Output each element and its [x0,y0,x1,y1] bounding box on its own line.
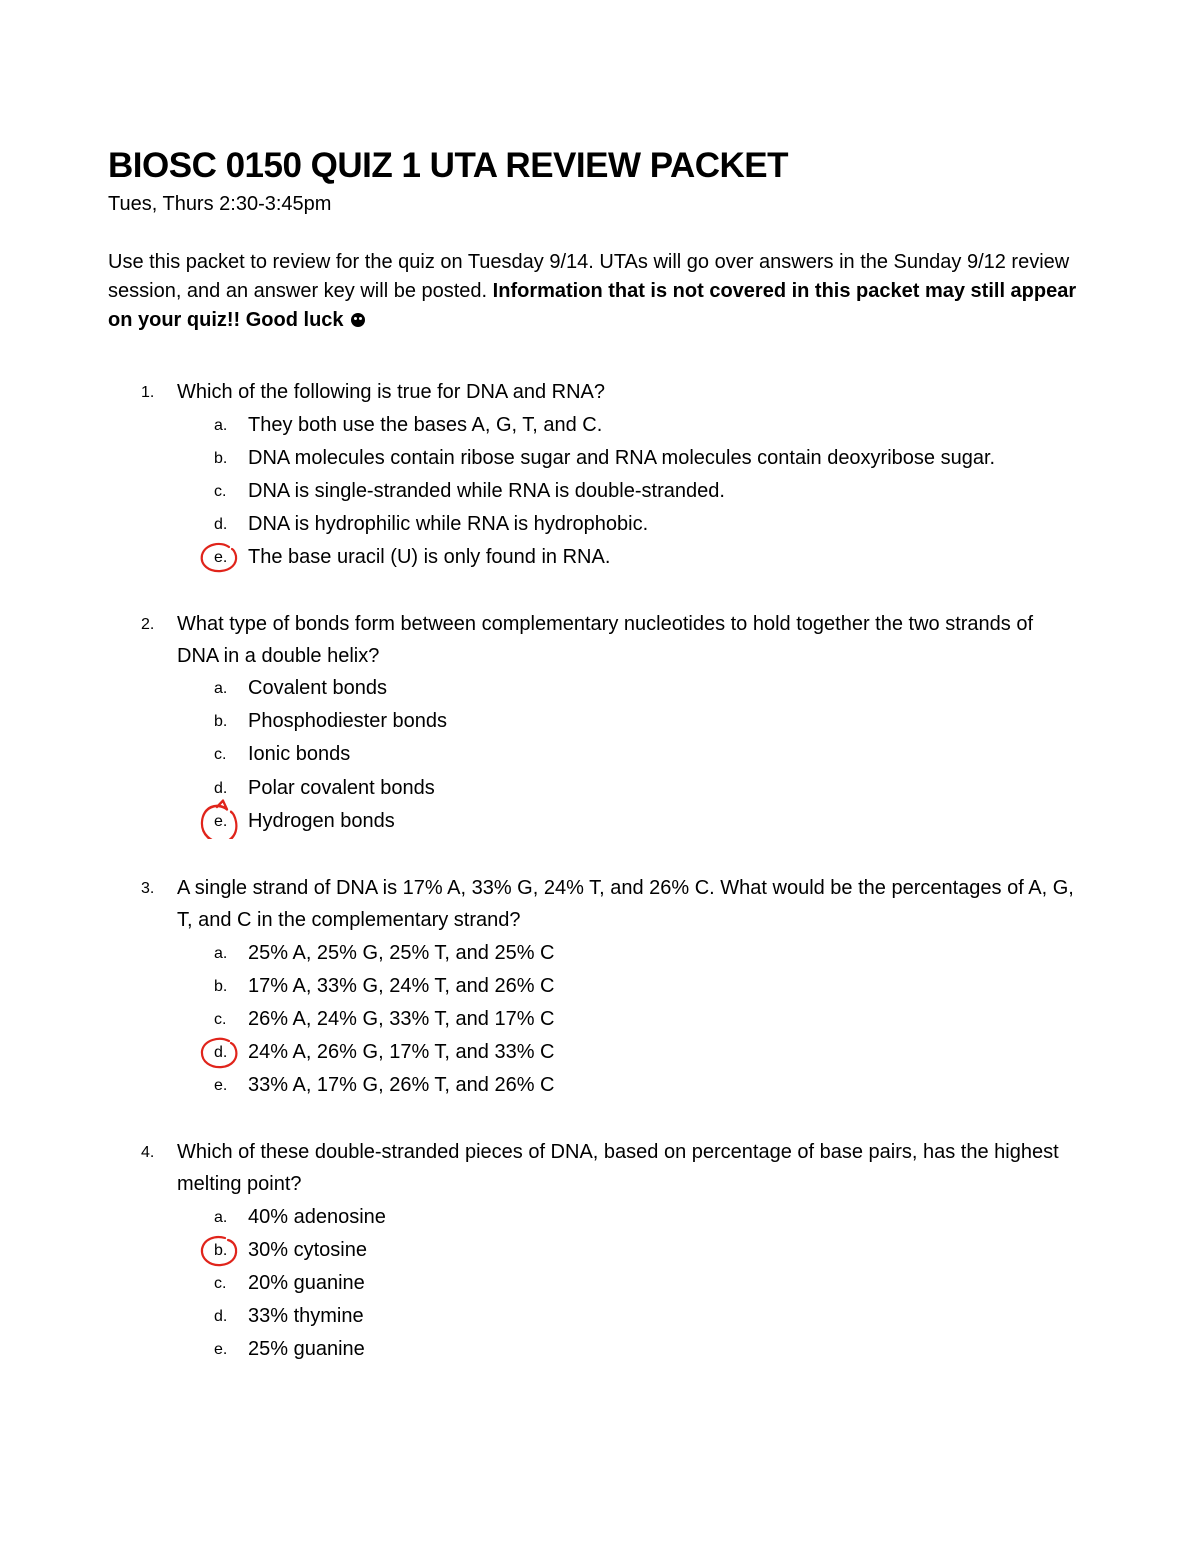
option-text: They both use the bases A, G, T, and C. [248,414,603,436]
smiley-icon [351,313,365,327]
option-b [0,705,1200,738]
question-text: Which of the following is true for DNA and RNA? [177,381,605,403]
option-text: Ionic bonds [248,743,351,765]
question-number: 1. [141,384,155,401]
option-d [0,1300,1200,1333]
option-letter: b. [214,1242,228,1259]
question-number: 3. [141,880,155,897]
option-c [0,475,1200,508]
option-letter: a. [214,945,228,962]
intro-text: Use this packet to review for the quiz on Tuesday 9/14. UTAs will go over answers in the Sunday 9/12 review session, and an answer key will be posted. [108,251,1070,302]
option-letter: e. [214,813,228,830]
option-b [0,970,1200,1003]
option-text: 20% guanine [248,1272,365,1294]
option-letter: c. [214,483,227,500]
option-letter: d. [214,780,228,797]
option-a [0,409,1200,442]
option-b [0,1234,1200,1267]
option-d [0,508,1200,541]
option-letter: e. [214,1341,228,1358]
option-letter: d. [214,1044,228,1061]
question-number: 4. [141,1144,155,1161]
option-text: 25% guanine [248,1338,365,1360]
option-text: 24% A, 26% G, 17% T, and 33% C [248,1041,555,1063]
option-d [0,772,1200,805]
option-d [0,1036,1200,1069]
intro-warning: Information that is not covered in this packet may still appear on your quiz!! Good luck [108,280,1077,331]
question-text: A single strand of DNA is 17% A, 33% G, 24% T, and 26% C. What would be the percentages of A, G, T, and C in the complementary strand? [177,877,1074,931]
option-text: Polar covalent bonds [248,777,435,799]
option-e [0,805,1200,838]
option-text: 17% A, 33% G, 24% T, and 26% C [248,975,555,997]
option-text: DNA is single-stranded while RNA is double-stranded. [248,480,725,502]
option-text: DNA molecules contain ribose sugar and RNA molecules contain deoxyribose sugar. [248,447,996,469]
question-text: What type of bonds form between complementary nucleotides to hold together the two strands of DNA in a double helix? [177,613,1034,667]
question-number: 2. [141,616,155,633]
option-letter: a. [214,1209,228,1226]
option-letter: c. [214,1275,227,1292]
option-text: 30% cytosine [248,1239,367,1261]
option-letter: d. [214,1308,228,1325]
option-c [0,738,1200,771]
option-letter: b. [214,978,228,995]
class-schedule: Tues, Thurs 2:30-3:45pm [108,193,332,215]
option-text: 25% A, 25% G, 25% T, and 25% C [248,942,555,964]
option-b [0,442,1200,475]
option-a [0,672,1200,705]
option-letter: e. [214,549,228,566]
option-e [0,1069,1200,1102]
option-letter: d. [214,516,228,533]
option-a [0,1201,1200,1234]
option-text: 33% thymine [248,1305,364,1327]
option-text: The base uracil (U) is only found in RNA. [248,546,611,568]
option-text: Phosphodiester bonds [248,710,448,732]
option-c [0,1003,1200,1036]
option-text: Hydrogen bonds [248,810,395,832]
option-a [0,937,1200,970]
option-text: Covalent bonds [248,677,387,699]
option-text: 40% adenosine [248,1206,386,1228]
option-text: 26% A, 24% G, 33% T, and 17% C [248,1008,555,1030]
option-e [0,1333,1200,1366]
intro-paragraph [108,248,1098,335]
option-letter: b. [214,713,228,730]
option-text: 33% A, 17% G, 26% T, and 26% C [248,1074,555,1096]
option-e [0,541,1200,574]
question-text: Which of these double-stranded pieces of DNA, based on percentage of base pairs, has the highest melting point? [177,1141,1059,1195]
option-letter: c. [214,1011,227,1028]
page-title: BIOSC 0150 QUIZ 1 UTA REVIEW PACKET [108,146,789,185]
option-letter: e. [214,1077,228,1094]
option-letter: c. [214,746,227,763]
option-c [0,1267,1200,1300]
option-letter: a. [214,417,228,434]
option-letter: b. [214,450,228,467]
option-text: DNA is hydrophilic while RNA is hydrophobic. [248,513,649,535]
option-letter: a. [214,680,228,697]
